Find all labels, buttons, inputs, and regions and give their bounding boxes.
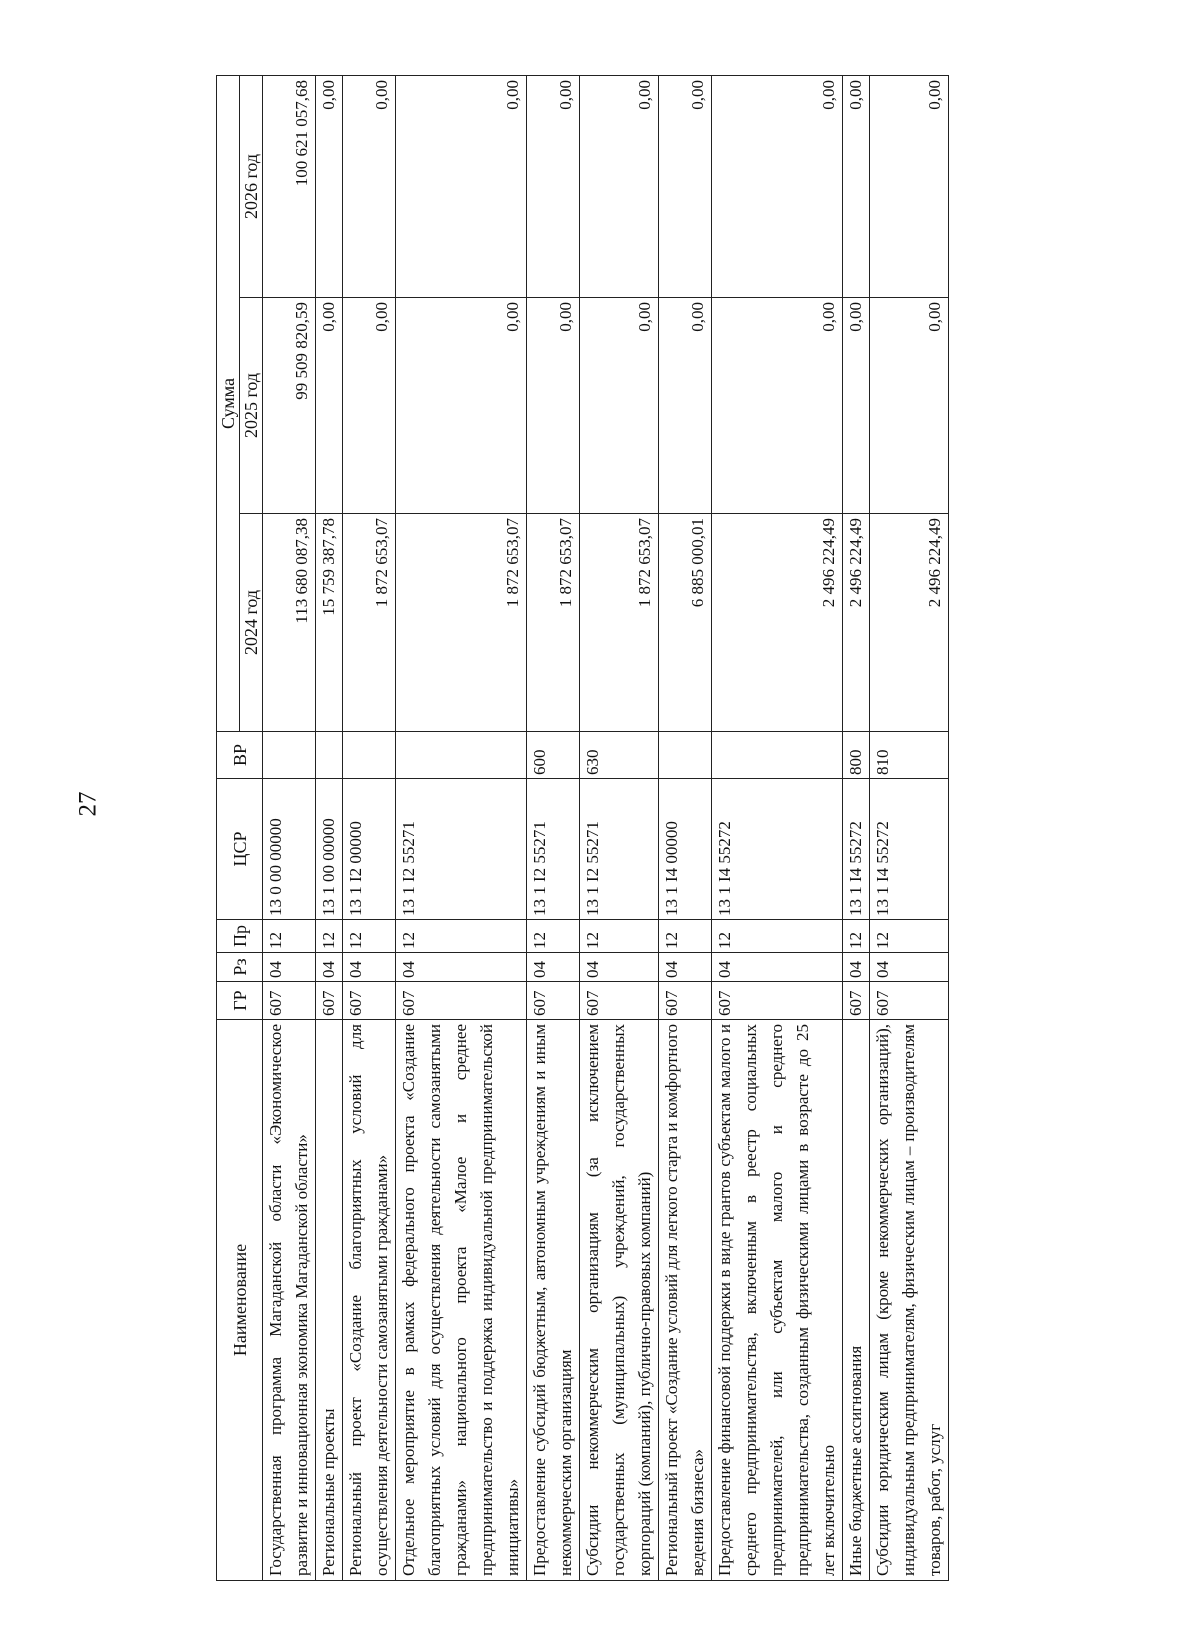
- header-name: Наименование: [217, 1020, 263, 1581]
- row-2026: 0,00: [659, 75, 712, 297]
- row-2024: 6 885 000,01: [659, 514, 712, 732]
- header-gr: ГР: [217, 982, 263, 1020]
- row-pr: 12: [316, 920, 343, 953]
- row-2026: 0,00: [870, 75, 949, 297]
- row-rz: 04: [870, 953, 949, 982]
- row-2025: 0,00: [396, 298, 527, 514]
- row-name: Субсидии юридическим лицам (кроме некоммерческих организаций), индивидуальным предпринимателям, физическим лицам – производителям товаров, работ, услуг: [870, 1020, 949, 1581]
- table-row: [870, 75, 949, 1580]
- table-row: [343, 75, 396, 1580]
- row-gr: 607: [396, 982, 527, 1020]
- row-rz: 04: [527, 953, 580, 982]
- row-2024: 2 496 224,49: [870, 514, 949, 732]
- row-2024: 1 872 653,07: [527, 514, 580, 732]
- row-pr: 12: [396, 920, 527, 953]
- page-number: 27: [74, 791, 102, 817]
- header-sum: Сумма: [217, 75, 240, 731]
- row-vr: 800: [843, 732, 870, 779]
- row-gr: 607: [580, 982, 659, 1020]
- row-csr: 13 1 I4 55272: [843, 779, 870, 920]
- row-rz: 04: [843, 953, 870, 982]
- row-rz: 04: [659, 953, 712, 982]
- row-2025: 99 509 820,59: [263, 298, 316, 514]
- row-gr: 607: [712, 982, 843, 1020]
- header-vr: ВР: [217, 732, 263, 779]
- row-gr: 607: [527, 982, 580, 1020]
- row-vr: [396, 732, 527, 779]
- row-name: Иные бюджетные ассигнования: [843, 1020, 870, 1581]
- row-csr: 13 1 I2 00000: [343, 779, 396, 920]
- row-2025: 0,00: [343, 298, 396, 514]
- row-2024: 1 872 653,07: [580, 514, 659, 732]
- table-row: [527, 75, 580, 1580]
- row-2024: 1 872 653,07: [343, 514, 396, 732]
- row-csr: 13 1 I2 55271: [396, 779, 527, 920]
- header-csr: ЦСР: [217, 779, 263, 920]
- row-gr: 607: [659, 982, 712, 1020]
- header-pr: Пр: [217, 920, 263, 953]
- row-2026: 0,00: [343, 75, 396, 297]
- header-2026: 2026 год: [240, 75, 263, 297]
- row-csr: 13 1 I2 55271: [580, 779, 659, 920]
- row-csr: 13 1 I2 55271: [527, 779, 580, 920]
- row-2026: 0,00: [527, 75, 580, 297]
- row-vr: [712, 732, 843, 779]
- row-gr: 607: [263, 982, 316, 1020]
- row-name: Государственная программа Магаданской области «Экономическое развитие и инновационная экономика Магаданской области»: [263, 1020, 316, 1581]
- row-pr: 12: [527, 920, 580, 953]
- row-vr: [659, 732, 712, 779]
- row-pr: 12: [580, 920, 659, 953]
- row-gr: 607: [870, 982, 949, 1020]
- row-csr: 13 1 I4 55272: [870, 779, 949, 920]
- header-2024: 2024 год: [240, 514, 263, 732]
- table-row: [659, 75, 712, 1580]
- row-csr: 13 1 I4 55272: [712, 779, 843, 920]
- row-rz: 04: [343, 953, 396, 982]
- row-2024: 15 759 387,78: [316, 514, 343, 732]
- row-vr: [316, 732, 343, 779]
- row-2026: 0,00: [396, 75, 527, 297]
- row-2025: 0,00: [659, 298, 712, 514]
- row-name: Предоставление субсидий бюджетным, автономным учреждениям и иным некоммерческим организациям: [527, 1020, 580, 1581]
- row-csr: 13 1 00 00000: [316, 779, 343, 920]
- row-pr: 12: [712, 920, 843, 953]
- table-body: [263, 75, 949, 1580]
- table-row: [580, 75, 659, 1580]
- row-2026: 0,00: [712, 75, 843, 297]
- row-2025: 0,00: [580, 298, 659, 514]
- row-2025: 0,00: [870, 298, 949, 514]
- header-2025: 2025 год: [240, 298, 263, 514]
- row-rz: 04: [580, 953, 659, 982]
- row-name: Отдельное мероприятие в рамках федерального проекта «Создание благоприятных условий для осуществления деятельности самозанятыми гражданами» национального проекта «Малое и среднее предпринимательство и поддержка индивидуальной предпринимательской инициативы»: [396, 1020, 527, 1581]
- budget-table: [216, 75, 949, 1581]
- row-name: Региональный проект «Создание условий для легкого старта и комфортного ведения бизнеса»: [659, 1020, 712, 1581]
- row-2026: 100 621 057,68: [263, 75, 316, 297]
- row-rz: 04: [712, 953, 843, 982]
- row-rz: 04: [396, 953, 527, 982]
- row-pr: 12: [263, 920, 316, 953]
- row-gr: 607: [343, 982, 396, 1020]
- row-vr: [343, 732, 396, 779]
- budget-table-container: [216, 76, 1054, 1581]
- row-pr: 12: [870, 920, 949, 953]
- row-2026: 0,00: [580, 75, 659, 297]
- row-2024: 113 680 087,38: [263, 514, 316, 732]
- row-name: Предоставление финансовой поддержки в виде грантов субъектам малого и среднего предпринимательства, включенным в реестр социальных предпринимателей, или субъектам малого и среднего предпринимательства, созданным физическими лицами в возрасте до 25 лет включительно: [712, 1020, 843, 1581]
- table-row: [263, 75, 316, 1580]
- row-pr: 12: [343, 920, 396, 953]
- row-name: Региональный проект «Создание благоприятных условий для осуществления деятельности самозанятыми гражданами»: [343, 1020, 396, 1581]
- row-pr: 12: [659, 920, 712, 953]
- row-2026: 0,00: [843, 75, 870, 297]
- row-csr: 13 1 I4 00000: [659, 779, 712, 920]
- row-vr: [263, 732, 316, 779]
- row-2024: 1 872 653,07: [396, 514, 527, 732]
- row-rz: 04: [316, 953, 343, 982]
- row-rz: 04: [263, 953, 316, 982]
- table-row: [396, 75, 527, 1580]
- row-name: Субсидии некоммерческим организациям (за исключением государственных (муниципальных) учреждений, государственных корпораций (компаний), публично-правовых компаний): [580, 1020, 659, 1581]
- row-2025: 0,00: [712, 298, 843, 514]
- table-row: [712, 75, 843, 1580]
- row-2025: 0,00: [527, 298, 580, 514]
- row-2026: 0,00: [316, 75, 343, 297]
- row-2024: 2 496 224,49: [712, 514, 843, 732]
- row-vr: 630: [580, 732, 659, 779]
- row-gr: 607: [316, 982, 343, 1020]
- row-gr: 607: [843, 982, 870, 1020]
- table-row: [316, 75, 343, 1580]
- row-pr: 12: [843, 920, 870, 953]
- row-name: Региональные проекты: [316, 1020, 343, 1581]
- row-2024: 2 496 224,49: [843, 514, 870, 732]
- table-row: [843, 75, 870, 1580]
- row-2025: 0,00: [316, 298, 343, 514]
- header-rz: Рз: [217, 953, 263, 982]
- row-vr: 600: [527, 732, 580, 779]
- row-2025: 0,00: [843, 298, 870, 514]
- row-csr: 13 0 00 00000: [263, 779, 316, 920]
- row-vr: 810: [870, 732, 949, 779]
